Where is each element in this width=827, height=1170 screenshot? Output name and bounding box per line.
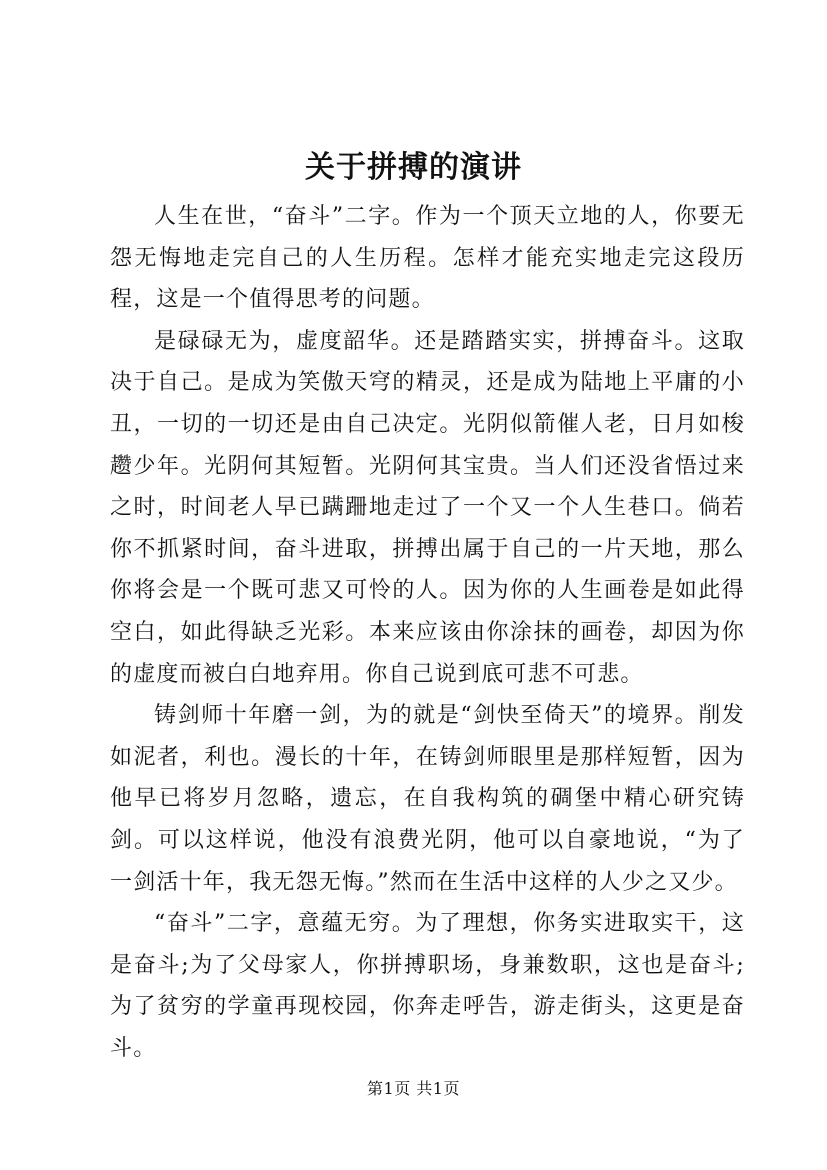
page-number-footer: 第1页 共1页 [367, 1079, 460, 1098]
document-title: 关于拼搏的演讲 [305, 150, 522, 185]
paragraph-1: 人生在世，“奋斗”二字。作为一个顶天立地的人，你要无怨无悔地走完自己的人生历程。怎样才能充实地走完这段历程，这是一个值得思考的问题。 [110, 204, 745, 313]
paragraph-3: 铸剑师十年磨一剑，为的就是“剑快至倚天”的境界。削发如泥者，利也。漫长的十年，在铸剑师眼里是那样短暂，因为他早已将岁月忽略，遗忘，在自我构筑的碉堡中精心研究铸剑。可以这样说，他没有浪费光阴，他可以自豪地说，“为了一剑活十年，我无怨无悔。”然而在生活中这样的人少之又少。 [110, 703, 745, 895]
document-body [110, 196, 745, 1069]
paragraph-2: 是碌碌无为，虚度韶华。还是踏踏实实，拼搏奋斗。这取决于自己。是成为笑傲天穹的精灵，还是成为陆地上平庸的小丑，一切的一切还是由自己决定。光阴似箭催人老，日月如梭趱少年。光阴何其短暂。光阴何其宝贵。当人们还没省悟过来之时，时间老人早已蹒跚地走过了一个又一个人生巷口。倘若你不抓紧时间，奋斗进取，拼搏出属于自己的一片天地，那么你将会是一个既可悲又可怜的人。因为你的人生画卷是如此得空白，如此得缺乏光彩。本来应该由你涂抹的画卷，却因为你的虚度而被白白地弃用。你自己说到底可悲不可悲。 [110, 328, 745, 687]
paragraph-4: “奋斗”二字，意蕴无穷。为了理想，你务实进取实干，这是奋斗;为了父母家人，你拼搏职场，身兼数职，这也是奋斗;为了贫穷的学童再现校园，你奔走呼告，游走街头，这更是奋斗。 [110, 911, 745, 1061]
